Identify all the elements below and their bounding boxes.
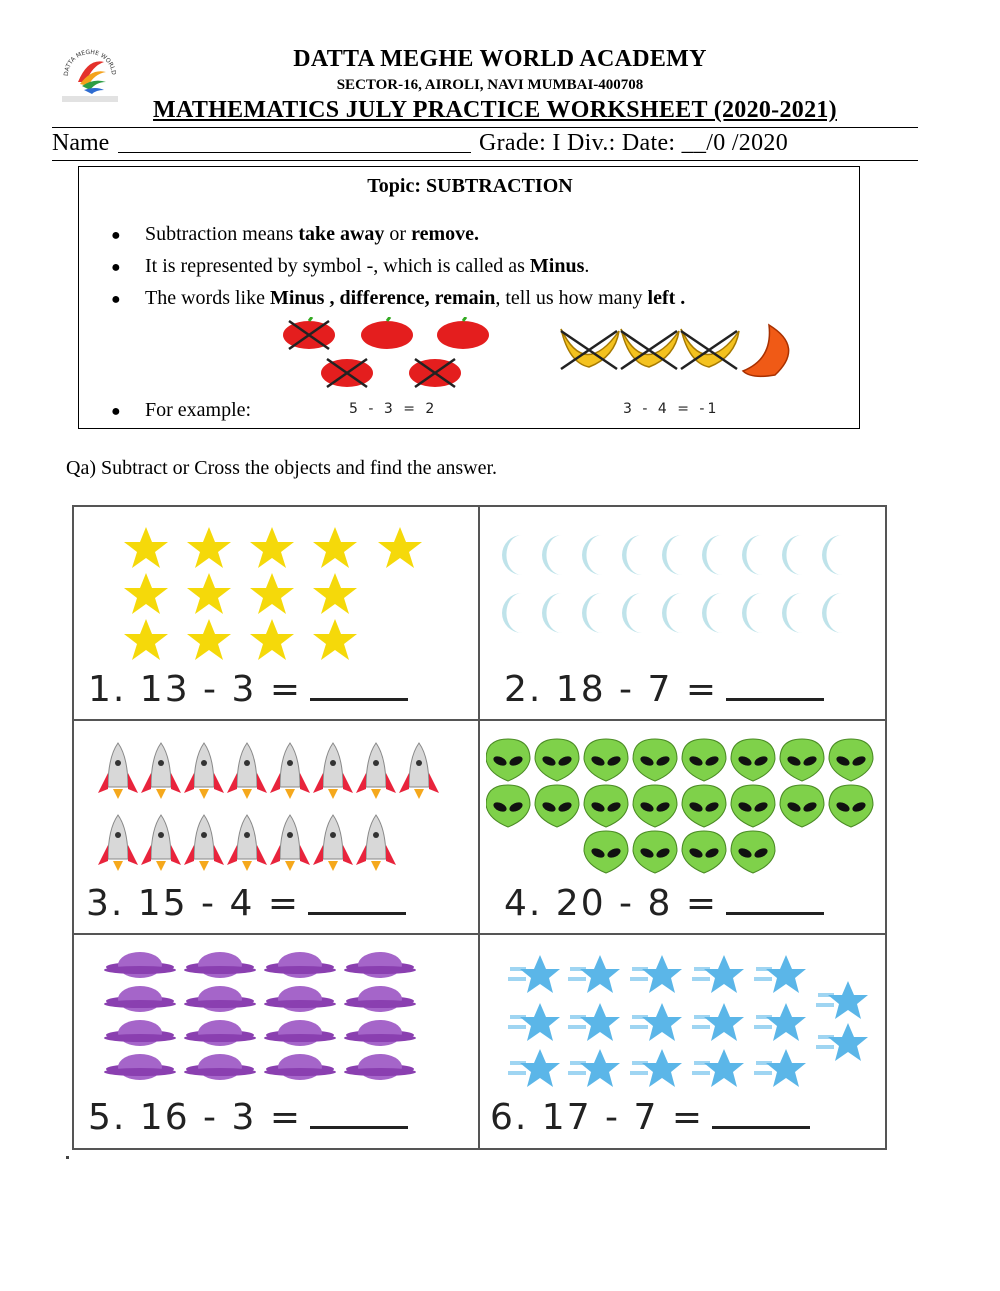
bullet-example	[111, 399, 251, 422]
bullet-icon: ●	[111, 291, 121, 308]
aliens-group	[486, 735, 886, 881]
problem-cell-4	[478, 719, 887, 935]
bananas-illustration	[555, 317, 805, 387]
problem-5	[88, 1097, 408, 1138]
text: For example:	[145, 399, 252, 421]
bullet-symbol	[111, 255, 589, 278]
answer-blank[interactable]	[712, 1126, 810, 1129]
bold-text: left .	[647, 287, 686, 309]
problem-label: 1. 13 - 3 =	[88, 669, 302, 710]
problem-label: 6. 17 - 7 =	[490, 1097, 704, 1138]
school-name: DATTA MEGHE WORLD ACADEMY	[293, 46, 707, 72]
apple-icon	[283, 317, 335, 349]
banana-icon	[743, 325, 789, 376]
apples-illustration	[277, 317, 497, 393]
problem-label: 3. 15 - 4 =	[86, 883, 300, 924]
apple-icon	[409, 359, 461, 387]
divider-bottom	[52, 160, 918, 161]
worksheet-title: MATHEMATICS JULY PRACTICE WORKSHEET (2020-2021)	[153, 97, 837, 123]
question-instruction: Qa) Subtract or Cross the objects and find the answer.	[66, 457, 498, 479]
topic-title: Topic: SUBTRACTION	[367, 175, 573, 197]
problem-label: 2. 18 - 7 =	[504, 669, 718, 710]
apple-icon	[437, 317, 489, 349]
problem-4	[504, 883, 824, 924]
example-apples: 5 - 3 = 2	[349, 401, 438, 417]
problem-2	[504, 669, 824, 710]
text: .	[584, 255, 590, 277]
problem-label: 5. 16 - 3 =	[88, 1097, 302, 1138]
name-field-line[interactable]	[118, 152, 471, 153]
text: , tell us how many	[495, 287, 648, 309]
bullet-icon: ●	[111, 403, 121, 420]
problems-grid	[72, 505, 887, 1150]
answer-blank[interactable]	[310, 1126, 408, 1129]
problem-label: 4. 20 - 8 =	[504, 883, 718, 924]
answer-blank[interactable]	[310, 698, 408, 701]
logo-text: DATTA MEGHE WORLD	[62, 48, 118, 77]
name-label: Name	[52, 130, 110, 156]
bold-text: remove.	[411, 223, 480, 245]
bold-text: Minus , difference, remain	[269, 287, 496, 309]
answer-blank[interactable]	[726, 912, 824, 915]
stars-group	[114, 523, 444, 663]
school-address: SECTOR-16, AIROLI, NAVI MUMBAI-400708	[336, 77, 644, 93]
answer-blank[interactable]	[308, 912, 406, 915]
blue-stars-group	[504, 951, 884, 1091]
problem-cell-2	[478, 505, 887, 721]
answer-blank[interactable]	[726, 698, 824, 701]
problem-3	[86, 883, 406, 924]
stray-dot	[66, 1156, 69, 1159]
text: Subtraction means	[145, 223, 299, 245]
problem-cell-1	[72, 505, 480, 721]
apple-icon	[321, 359, 373, 387]
text: or	[384, 223, 412, 245]
problem-6	[490, 1097, 810, 1138]
banana-icon	[561, 329, 619, 369]
bullet-icon: ●	[111, 227, 121, 244]
rockets-group	[96, 737, 466, 883]
moons-group	[490, 529, 880, 639]
banana-icon	[681, 329, 739, 369]
bullet-icon: ●	[111, 259, 121, 276]
problem-cell-5	[72, 933, 480, 1150]
divider-top	[52, 127, 918, 128]
bold-text: take away	[298, 223, 385, 245]
bullet-definition	[111, 223, 479, 246]
topic-box	[78, 166, 860, 429]
problem-cell-3	[72, 719, 480, 935]
bullet-words	[111, 287, 685, 310]
planets-group	[96, 945, 436, 1095]
text: It is represented by symbol -, which is called as	[145, 255, 530, 277]
bold-text: Minus	[529, 255, 585, 277]
banana-icon	[621, 329, 679, 369]
grade-div-date: Grade: I Div.: Date: __/0 /2020	[479, 130, 789, 156]
problem-cell-6	[478, 933, 887, 1150]
example-bananas: 3 - 4 = -1	[623, 401, 720, 417]
text: The words like	[145, 287, 270, 309]
problem-1	[88, 669, 408, 710]
apple-icon	[361, 317, 413, 349]
